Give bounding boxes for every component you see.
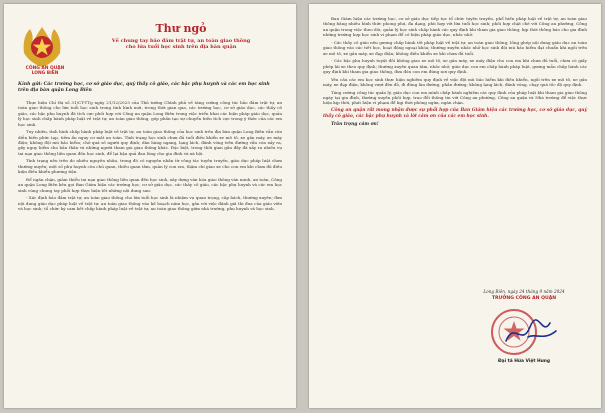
paragraph: Yêu cầu các em học sinh thực hiện nghiêm quy định về việc đội mũ bảo hiểm khi điều khiển, ngồi trên xe mô tô, xe gắn máy, xe đạp điện; không vượt đèn đỏ, đi đúng làn đường, phần đường; không lạng lách, đánh võng, chạy quá tốc độ quy định. [323, 76, 587, 88]
signature-block [459, 289, 589, 364]
letter-body-right [323, 16, 587, 106]
letter-subtitle-2: cho lứa tuổi học sinh trên địa bàn quận [125, 44, 237, 50]
letter-body-left [18, 100, 282, 211]
letter-subtitle-1: Về chung tay bảo đảm trật tự, an toàn giao thông [111, 38, 251, 44]
paragraph: - Các bậc phụ huynh tuyệt đối không giao xe mô tô, xe gắn máy, xe máy điện cho con em khi chưa đủ tuổi, chưa có giấy phép lái xe theo quy định; thường xuyên quan tâm, nhắc nhở, giáo dục con em chấp hành pháp luật, gương mẫu chấp hành các quy định khi tham gia giao thông, đưa đón con em đúng nơi quy định. [323, 58, 587, 75]
org-name [18, 66, 72, 76]
thanks-line: Trân trọng cảm ơn! [331, 121, 379, 127]
signer-name: Đại tá Hứa Việt Hưng [497, 359, 551, 364]
paragraph: - Xác định bảo đảm trật tự, an toàn giao thông cho lứa tuổi học sinh là nhiệm vụ quan trọng, cấp bách, thường xuyên; đưa nội dung giáo dục pháp luật về trật tự, an toàn giao thông vào kế hoạch năm học, gắn với việc đánh giá thi đua của giáo viên và học sinh; tổ chức ký cam kết chấp hành pháp luật về trật tự, an toàn giao thông giữa nhà trường, phụ huynh và học sinh. [18, 195, 282, 212]
letterhead [18, 14, 282, 74]
official-seal-signature-icon [484, 307, 564, 357]
signature-date: Long Biên, ngày 24 tháng 9 năm 2024 [483, 289, 565, 294]
greeting: Kính gửi: Các trường học, cơ sở giáo dục, quý thầy cô giáo, các bậc phụ huynh và các em học sinh trên địa bàn quận Long Biên [18, 82, 270, 93]
paragraph: Tuy nhiên, tình hình chấp hành pháp luật về trật tự, an toàn giao thông của học sinh trên địa bàn quận Long Biên vẫn còn diễn biến phức tạp, tiềm ẩn nguy cơ mất an toàn. Tình trạng học sinh chưa đủ tuổi điều khiển xe mô tô, xe gắn máy, xe máy điện; không đội mũ bảo hiểm; chở quá số người quy định; dàn hàng ngang, lạng lách, đánh võng trên đường vẫn còn xảy ra, gây nguy hiểm cho bản thân và những người tham gia giao thông khác. Đặc biệt, trong thời gian gần đây đã xảy ra nhiều vụ tai nạn giao thông liên quan đến học sinh, để lại hậu quả đau lòng cho gia đình và xã hội. [18, 129, 282, 156]
org-line-2: LONG BIÊN [31, 71, 59, 76]
letter-page-2 [309, 4, 601, 408]
paragraph: Tăng cường công tác quản lý, giáo dục con em mình chấp hành nghiêm các quy định của pháp luật khi tham gia giao thông ngày tại gia đình, thường xuyên phối hợp, trao đổi thông tin với Công an phường, Công an quận và Nhà trường để việc thực hiện kịp thời, phát hiện vi phạm để kịp thời phòng ngừa, ngăn chặn. [323, 89, 587, 106]
paragraph: Thực hiện Chỉ thị số 31/CT-TTg ngày 21/12/2023 của Thủ tướng Chính phủ về tăng cường công tác bảo đảm trật tự, an toàn giao thông cho lứa tuổi học sinh trong tình hình mới, trong thời gian qua, các trường học, cơ sở giáo dục, các thầy cô giáo, các bậc phụ huynh đã tích cực phối hợp với Công an quận Long Biên trong việc triển khai các biện pháp giáo dục, quản lý học sinh chấp hành pháp luật về trật tự, an toàn giao thông, góp phần tạo sự chuyển biến tích cực trong ý thức của các em học sinh. [18, 100, 282, 127]
paragraph: - Các thầy cô giáo nêu gương chấp hành tốt pháp luật về trật tự, an toàn giao thông; lồng ghép nội dung giáo dục an toàn giao thông vào các tiết học, hoạt động ngoại khóa; thường xuyên nhắc nhở học sinh đội mũ bảo hiểm đạt chuẩn khi ngồi trên xe mô tô, xe gắn máy, xe đạp điện; không điều khiển xe khi chưa đủ tuổi. [323, 39, 587, 56]
paragraph: Ban Giám hiệu các trường học, cơ sở giáo dục tiếp tục tổ chức tuyên truyền, phổ biến pháp luật về trật tự, an toàn giao thông bằng nhiều hình thức phong phú, đa dạng, phù hợp với lứa tuổi học sinh; phối hợp chặt chẽ với Công an phường, Công an quận trong việc theo dõi, quản lý học sinh chấp hành các quy định khi tham gia giao thông; kịp thời thông báo cho gia đình những trường hợp học sinh vi phạm để có biện pháp giáo dục, nhắc nhở. [323, 16, 587, 38]
letter-title: Thư ngỏ [155, 22, 207, 35]
org-line-1: CÔNG AN QUẬN [25, 66, 65, 71]
letter-page-1 [4, 4, 296, 408]
paragraph: Để ngăn chặn, giảm thiểu tai nạn giao thông liên quan đến học sinh, xây dựng văn hóa giao thông văn minh, an toàn, Công an quận Long Biên kêu gọi Ban Giám hiệu các trường học, cơ sở giáo dục, các thầy cô giáo, các bậc phụ huynh và các em học sinh cùng chung tay phối hợp thực hiện tốt những nội dung sau: [18, 176, 282, 193]
closing-statement: Công an quận rất mong nhận được sự phối hợp của Ban Giám hiệu các trường học, cơ sở giáo dục, quý thầy cô giáo, các bậc phụ huynh và lời cảm ơn của các em học sinh. [323, 108, 587, 119]
signature-role: TRƯỞNG CÔNG AN QUẬN [491, 296, 557, 301]
title-block [80, 22, 282, 50]
paragraph: Tình trạng nêu trên do nhiều nguyên nhân, trong đó có nguyên nhân từ công tác tuyên truyền, giáo dục pháp luật chưa thường xuyên; một số phụ huynh còn chủ quan, thiếu quan tâm, quản lý con em, thậm chí giao xe cho con em khi chưa đủ điều kiện điều khiển phương tiện. [18, 158, 282, 175]
